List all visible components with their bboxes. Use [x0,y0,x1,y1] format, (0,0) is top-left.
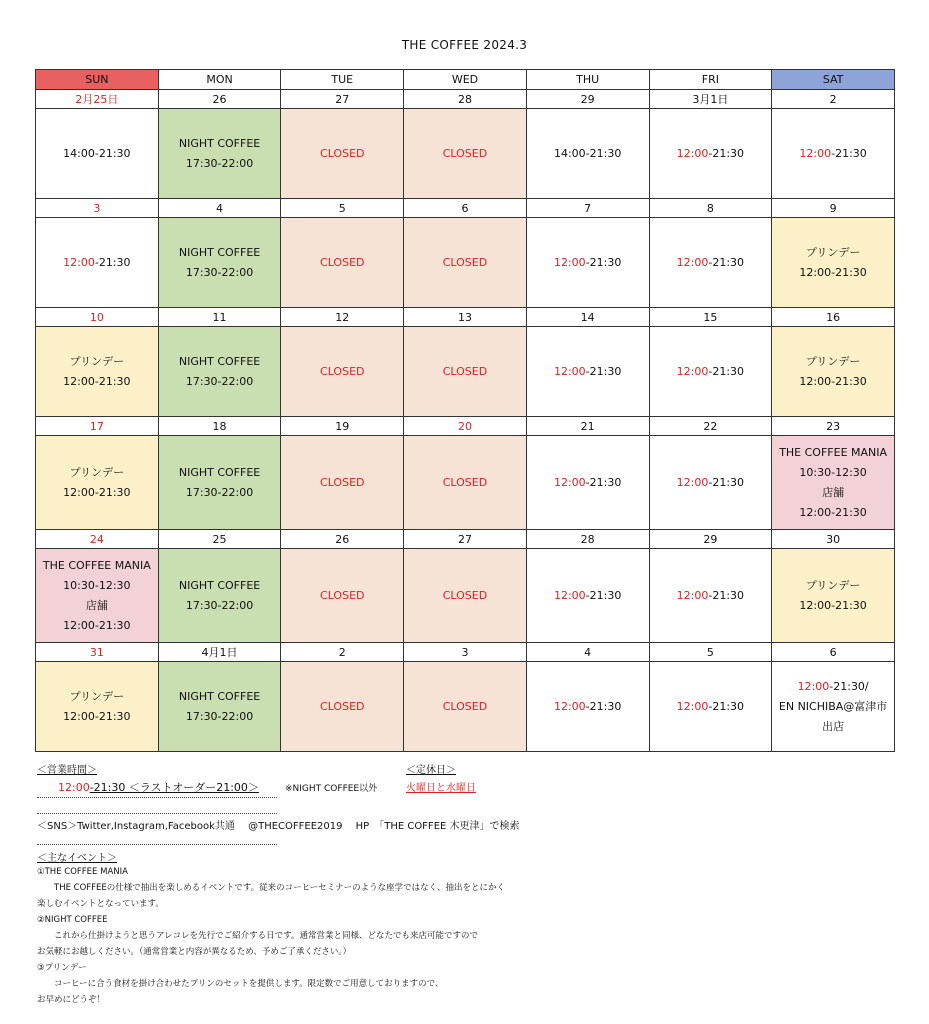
event-line [650,697,772,717]
date-cell: 27 [281,90,404,109]
event-line [36,483,158,503]
date-cell: 24 [36,530,159,549]
event-line [772,677,894,697]
weekday-header: MON [158,70,281,90]
hours-time-start: 12:00 [58,781,90,794]
event-description-line: THE COFFEEの仕様で抽出を楽しめるイベントです。従来のコーヒーセミナーのような座学ではなく、抽出をとにかく [37,883,505,893]
event-description-line: お気軽にお越しください。（通常営業と内容が異なるため、予めご了承ください。） [37,947,352,957]
calendar-table [35,69,895,752]
event-cell-closed [281,109,404,199]
event-text: 17:30-22:00 [185,709,254,723]
event-text: -21:30 [708,364,745,378]
holiday-value: 火曜日と水曜日 [406,783,476,794]
event-line [772,576,894,596]
event-line [159,263,281,283]
event-text: NIGHT COFFEE [178,245,261,259]
event-text: プリンデー [69,689,125,703]
event-cell-plain [649,436,772,530]
event-line [281,473,403,493]
date-cell: 15 [649,308,772,327]
event-text: 12:00 [553,475,586,489]
weekday-header: SUN [36,70,159,90]
event-cell-plain [772,109,895,199]
event-text: 12:00-21:30 [63,374,131,388]
events-list [37,864,505,1008]
date-cell: 6 [772,643,895,662]
hours-time-rest: -21:30 ＜ラストオーダー21:00＞ [89,781,259,794]
date-cell: 29 [649,530,772,549]
event-text: CLOSED [442,699,488,713]
event-description-line: お早めにどうぞ！ [37,995,106,1005]
event-cell-purin [36,436,159,530]
event-text: -21:30 [708,255,745,269]
event-cell-purin [36,662,159,752]
event-text: -21:30 [708,146,745,160]
date-cell: 26 [158,90,281,109]
event-line [36,576,158,596]
event-line [36,372,158,392]
event-text: -21:30 [585,255,622,269]
event-line [404,586,526,606]
event-text: 12:00 [676,475,709,489]
date-cell: 7 [526,199,649,218]
event-line [772,352,894,372]
event-text: 12:00 [63,255,95,269]
event-line [650,253,772,273]
event-cell-night [158,436,281,530]
hours-note: ※NIGHT COFFEE以外 [285,784,378,794]
event-line [159,154,281,174]
event-line [527,253,649,273]
event-line [404,144,526,164]
event-cell-purin [772,549,895,643]
event-text: -21:30 [708,699,745,713]
event-cell-plain [649,218,772,308]
date-cell: 2 [281,643,404,662]
date-cell: 6 [404,199,527,218]
event-text: CLOSED [442,364,488,378]
event-row [36,549,895,643]
event-line [404,253,526,273]
event-row [36,327,895,417]
event-cell-plain [649,109,772,199]
event-line [159,483,281,503]
date-row [36,90,895,109]
date-cell: 30 [772,530,895,549]
event-line [527,697,649,717]
date-cell: 8 [649,199,772,218]
weekday-header-row [36,70,895,90]
event-description-line: ②NIGHT COFFEE [37,915,108,925]
event-description-line: コーヒーに合う食材を掛け合わせたプリンのセットを提供します。限定数でご用意しておりますので、 [37,979,444,989]
event-line [772,503,894,523]
hours-heading: ＜営業時間＞ [37,765,97,776]
date-cell: 28 [526,530,649,549]
event-text: 12:00-21:30 [799,505,867,519]
event-text: 12:00 [676,699,709,713]
event-text: 17:30-22:00 [185,374,254,388]
event-cell-night [158,109,281,199]
event-text: 店舗 [85,598,108,612]
event-text: プリンデー [805,245,861,259]
event-text: 14:00-21:30 [63,146,131,160]
event-cell-plain [526,218,649,308]
event-cell-closed [404,662,527,752]
event-cell-closed [281,436,404,530]
event-text: 12:00 [797,679,830,693]
event-line [527,586,649,606]
event-line [650,586,772,606]
date-cell: 31 [36,643,159,662]
weekday-header: FRI [649,70,772,90]
event-text: CLOSED [320,255,365,269]
event-line [159,463,281,483]
date-cell: 19 [281,417,404,436]
event-cell-night [158,327,281,417]
event-cell-plain [649,549,772,643]
event-line [281,253,403,273]
event-text: 12:00 [553,255,586,269]
event-cell-closed [404,327,527,417]
event-line [772,263,894,283]
date-cell: 4 [526,643,649,662]
event-text: -21:30 [94,255,131,269]
event-text: CLOSED [320,699,365,713]
event-text: EN NICHIBA@富津市 [778,699,888,713]
event-cell-closed [281,549,404,643]
event-cell-closed [281,218,404,308]
event-text: NIGHT COFFEE [178,578,261,592]
event-cell-night [158,662,281,752]
event-text: NIGHT COFFEE [178,354,261,368]
event-cell-night [158,218,281,308]
event-text: 12:00 [553,364,586,378]
date-cell: 3 [36,199,159,218]
date-cell: 27 [404,530,527,549]
event-cell-plain [649,662,772,752]
date-row [36,417,895,436]
weekday-header: WED [404,70,527,90]
event-cell-plain [526,549,649,643]
event-text: 12:00 [676,588,709,602]
event-text: 12:00 [676,146,709,160]
event-text: 12:00 [553,699,586,713]
event-line [159,134,281,154]
event-text: 14:00-21:30 [553,146,622,160]
event-line [404,473,526,493]
event-text: THE COFFEE MANIA [42,558,151,572]
event-line [772,144,894,164]
event-line [527,473,649,493]
event-line [404,697,526,717]
event-cell-plain [526,662,649,752]
event-text: 12:00-21:30 [63,709,131,723]
event-text: 店舗 [822,485,845,499]
event-line [159,243,281,263]
event-line [36,707,158,727]
event-text: 12:00-21:30 [799,265,867,279]
event-cell-closed [404,218,527,308]
date-cell: 3月1日 [649,90,772,109]
date-cell: 14 [526,308,649,327]
event-row [36,109,895,199]
event-text: -21:30 [831,146,867,160]
event-line [159,372,281,392]
event-line [281,362,403,382]
event-text: 17:30-22:00 [185,265,254,279]
event-line [772,596,894,616]
event-text: CLOSED [320,146,365,160]
date-cell: 28 [404,90,527,109]
page-title: THE COFFEE 2024.3 [401,38,528,52]
date-cell: 5 [281,199,404,218]
event-line [36,687,158,707]
event-cell-purin [772,218,895,308]
date-cell: 26 [281,530,404,549]
event-line [36,596,158,616]
event-cell-plain [36,109,159,199]
event-text: NIGHT COFFEE [178,689,261,703]
event-line [772,243,894,263]
date-row [36,530,895,549]
event-description-line: 楽しむイベントとなっています。 [37,899,164,909]
event-text: プリンデー [69,465,125,479]
event-text: THE COFFEE MANIA [779,445,888,459]
event-text: 10:30-12:30 [63,578,131,592]
event-row [36,436,895,530]
event-text: CLOSED [320,364,365,378]
event-description-line: ①THE COFFEE MANIA [37,867,128,877]
event-text: -21:30 [585,475,622,489]
event-cell-closed [404,109,527,199]
event-cell-plain [526,327,649,417]
date-cell: 21 [526,417,649,436]
date-cell: 9 [772,199,895,218]
event-text: 17:30-22:00 [185,598,254,612]
event-cell-purin [772,327,895,417]
event-text: -21:30 [708,588,745,602]
date-cell: 12 [281,308,404,327]
date-cell: 29 [526,90,649,109]
date-cell: 17 [36,417,159,436]
event-cell-purin [36,327,159,417]
event-text: -21:30 [708,475,745,489]
event-text: 10:30-12:30 [799,465,867,479]
event-line [159,707,281,727]
event-line [527,362,649,382]
event-cell-closed [404,436,527,530]
event-cell-closed [281,662,404,752]
event-row [36,662,895,752]
event-line [36,556,158,576]
date-cell: 5 [649,643,772,662]
event-line [281,697,403,717]
weekday-header: THU [526,70,649,90]
event-cell-plain [772,662,895,752]
event-text: NIGHT COFFEE [178,465,261,479]
event-line [159,576,281,596]
divider [37,813,277,814]
event-line [36,616,158,636]
event-line [36,144,158,164]
date-cell: 23 [772,417,895,436]
event-text: 12:00-21:30 [799,374,867,388]
event-cell-plain [36,218,159,308]
event-text: -21:30 [585,364,622,378]
date-cell: 4月1日 [158,643,281,662]
event-text: CLOSED [320,588,365,602]
event-text: -21:30/ [829,679,869,693]
event-cell-mania [772,436,895,530]
event-text: 12:00 [676,364,709,378]
event-line [36,352,158,372]
event-text: 12:00 [799,146,832,160]
event-text: -21:30 [585,699,622,713]
date-row [36,308,895,327]
sns-info: ＜SNS＞Twitter,Instagram,Facebook共通 @THECOFFEE2019 HP 「THE COFFEE 木更津」で検索 [37,821,520,832]
event-text: NIGHT COFFEE [178,136,261,150]
event-line [650,473,772,493]
event-text: CLOSED [442,146,488,160]
event-text: 12:00-21:30 [799,598,867,612]
weekday-header: SAT [772,70,895,90]
date-cell: 22 [649,417,772,436]
event-text: 12:00 [553,588,586,602]
event-row [36,218,895,308]
event-line [772,483,894,503]
event-line [772,717,894,737]
event-line [36,463,158,483]
date-cell: 2 [772,90,895,109]
event-text: プリンデー [805,354,861,368]
event-cell-closed [281,327,404,417]
event-line [772,697,894,717]
event-line [281,144,403,164]
event-line [404,362,526,382]
hours-value [58,779,259,795]
holiday-heading: ＜定休日＞ [406,765,456,776]
event-line [527,144,649,164]
date-cell: 3 [404,643,527,662]
date-cell: 25 [158,530,281,549]
event-line [159,596,281,616]
date-row [36,643,895,662]
event-cell-mania [36,549,159,643]
event-text: 12:00 [676,255,709,269]
event-line [281,586,403,606]
events-heading: ＜主なイベント＞ [37,853,117,864]
event-cell-plain [526,109,649,199]
event-text: CLOSED [442,255,488,269]
event-cell-plain [526,436,649,530]
event-cell-night [158,549,281,643]
event-description-line: これから仕掛けようと思うアレコレを先行でご紹介する日です。通常営業と同様、どなたでも来店可能ですので [37,931,478,941]
event-line [159,352,281,372]
event-cell-plain [649,327,772,417]
date-row [36,199,895,218]
event-line [772,443,894,463]
event-line [772,463,894,483]
date-cell: 2月25日 [36,90,159,109]
event-text: CLOSED [320,475,365,489]
date-cell: 4 [158,199,281,218]
event-text: プリンデー [69,354,125,368]
event-text: 出店 [822,719,845,733]
event-cell-closed [404,549,527,643]
event-text: -21:30 [585,588,622,602]
event-description-line: ③プリンデー [37,963,87,973]
date-cell: 16 [772,308,895,327]
date-cell: 18 [158,417,281,436]
event-line [772,372,894,392]
event-text: CLOSED [442,475,488,489]
date-cell: 20 [404,417,527,436]
event-line [650,362,772,382]
weekday-header: TUE [281,70,404,90]
divider [37,844,277,845]
event-line [159,687,281,707]
date-cell: 10 [36,308,159,327]
event-text: CLOSED [442,588,488,602]
event-text: プリンデー [805,578,861,592]
event-line [650,144,772,164]
event-line [36,253,158,273]
event-text: 17:30-22:00 [185,156,254,170]
event-text: 12:00-21:30 [63,485,131,499]
date-cell: 11 [158,308,281,327]
event-text: 12:00-21:30 [63,618,131,632]
event-text: 17:30-22:00 [185,485,254,499]
date-cell: 13 [404,308,527,327]
divider [37,797,277,798]
